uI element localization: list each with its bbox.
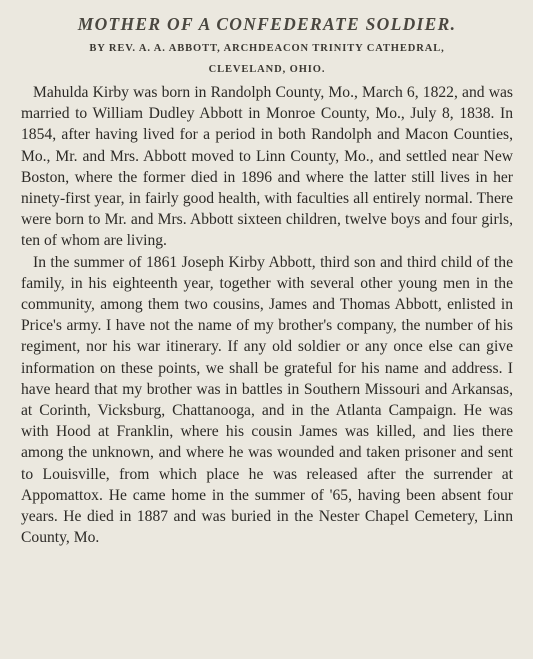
- paragraph-1: Mahulda Kirby was born in Randolph County, Mo., March 6, 1822, and was married to William Dudley Abbott in Monroe County, Mo., July 8, 1838. In 1854, after having lived for a period in both Randolph and Macon Counties, Mo., Mr. and Mrs. Abbott moved to Linn County, Mo., and settled near New Boston, where the former died in 1896 and where the latter still lives in her ninety-first year, in fairly good health, with faculties all entirely normal. There were born to Mr. and Mrs. Abbott sixteen children, twelve boys and four girls, ten of whom are living.: [21, 84, 513, 250]
- byline-author: BY REV. A. A. ABBOTT, ARCHDEACON TRINITY CATHEDRAL,: [89, 43, 445, 54]
- paragraph-2: In the summer of 1861 Joseph Kirby Abbott, third son and third child of the family, in his eighteenth year, together with several other young men in the community, among them two cousins, James and Thomas Abbott, enlisted in Price's army. I have not the name of my brother's company, the number of his regiment, nor his war itinerary. If any old soldier or any once else can give information on these points, we shall be grateful for his name and address. I have heard that my brother was in battles in Southern Missouri and Arkansas, at Corinth, Vicksburg, Chattanooga, and in the Atlanta Campaign. He was with Hood at Franklin, where his cousin James was killed, and lies there among the unknown, and where he was wounded and taken prisoner and sent to Louisville, from which place he was released after the surrender at Appomattox. He came home in the summer of '65, having been absent four years. He died in 1887 and was buried in the Nester Chapel Cemetery, Linn County, Mo.: [21, 253, 513, 547]
- article-byline: [21, 38, 513, 80]
- byline-location: CLEVELAND, OHIO.: [208, 64, 326, 75]
- article-title: MOTHER OF A CONFEDERATE SOLDIER.: [77, 14, 457, 34]
